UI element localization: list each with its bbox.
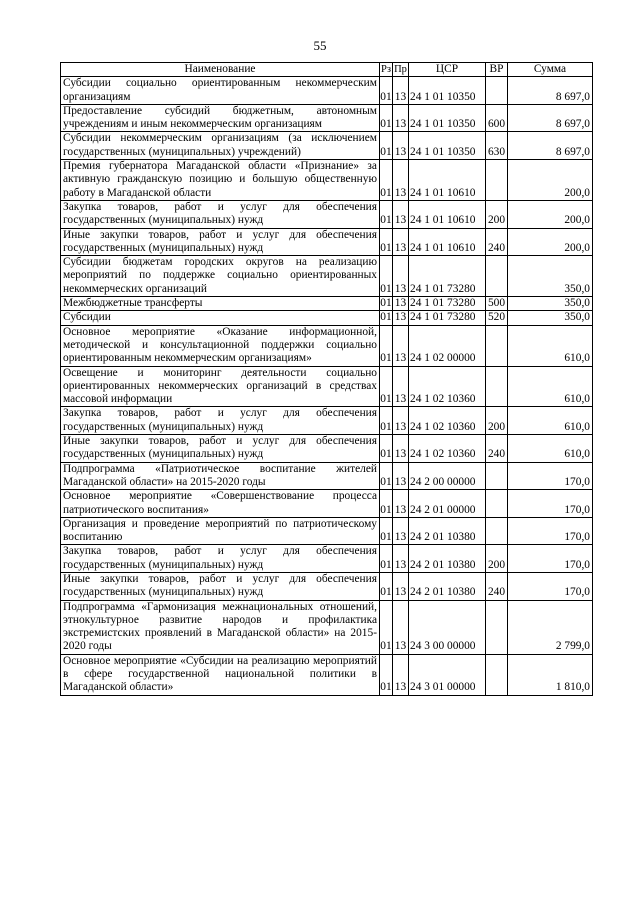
cell-rz: 01 (380, 77, 393, 105)
cell-rz: 01 (380, 366, 393, 407)
cell-sum: 610,0 (508, 325, 593, 366)
cell-name: Закупка товаров, работ и услуг для обеспечения государственных (муниципальных) нужд (61, 407, 380, 435)
table-row (61, 297, 593, 311)
cell-rz: 01 (380, 435, 393, 463)
cell-pr: 13 (393, 132, 409, 160)
cell-vr (486, 256, 508, 297)
cell-sum: 1 810,0 (508, 654, 593, 695)
cell-csr: 24 2 01 10380 (409, 572, 486, 600)
cell-csr: 24 1 01 73280 (409, 297, 486, 311)
cell-vr (486, 600, 508, 654)
budget-table (60, 62, 593, 696)
cell-name: Иные закупки товаров, работ и услуг для обеспечения государственных (муниципальных) нужд (61, 572, 380, 600)
cell-rz: 01 (380, 132, 393, 160)
cell-vr: 500 (486, 297, 508, 311)
cell-pr: 13 (393, 654, 409, 695)
table-row (61, 311, 593, 325)
cell-pr: 13 (393, 228, 409, 256)
cell-vr (486, 517, 508, 545)
cell-name: Основное мероприятие «Оказание информационной, методической и консультационной поддержки социально ориентированным некоммерческим организациям» (61, 325, 380, 366)
cell-sum: 350,0 (508, 311, 593, 325)
cell-vr: 630 (486, 132, 508, 160)
cell-csr: 24 2 01 10380 (409, 545, 486, 573)
header-name: Наименование (61, 63, 380, 77)
cell-rz: 01 (380, 200, 393, 228)
cell-name: Субсидии бюджетам городских округов на реализацию мероприятий по поддержке социально ориентированных некоммерческих организаций (61, 256, 380, 297)
cell-pr: 13 (393, 407, 409, 435)
cell-sum: 2 799,0 (508, 600, 593, 654)
cell-rz: 01 (380, 228, 393, 256)
cell-vr: 240 (486, 572, 508, 600)
table-row (61, 490, 593, 518)
cell-sum: 610,0 (508, 407, 593, 435)
cell-rz: 01 (380, 600, 393, 654)
table-row (61, 654, 593, 695)
cell-sum: 170,0 (508, 545, 593, 573)
cell-name: Закупка товаров, работ и услуг для обеспечения государственных (муниципальных) нужд (61, 545, 380, 573)
header-pr: Пр (394, 64, 407, 75)
cell-sum: 200,0 (508, 228, 593, 256)
cell-name: Основное мероприятие «Совершенствование процесса патриотического воспитания» (61, 490, 380, 518)
cell-pr: 13 (393, 311, 409, 325)
cell-csr: 24 1 02 10360 (409, 435, 486, 463)
cell-pr: 13 (393, 366, 409, 407)
table-header-row (61, 63, 593, 77)
cell-name: Подпрограмма «Патриотическое воспитание жителей Магаданской области» на 2015-2020 годы (61, 462, 380, 490)
cell-vr (486, 325, 508, 366)
cell-name: Предоставление субсидий бюджетным, автономным учреждениям и иным некоммерческим организациям (61, 104, 380, 132)
cell-csr: 24 2 00 00000 (409, 462, 486, 490)
cell-pr: 13 (393, 545, 409, 573)
cell-name: Подпрограмма «Гармонизация межнациональных отношений, этнокультурное развитие народов и профилактика экстремистских проявлений в Магаданской области» на 2015-2020 годы (61, 600, 380, 654)
cell-rz: 01 (380, 311, 392, 324)
cell-sum: 200,0 (508, 200, 593, 228)
table-row (61, 366, 593, 407)
cell-pr: 13 (393, 462, 409, 490)
header-rz: Рз (381, 64, 391, 75)
cell-pr: 13 (393, 297, 409, 311)
cell-csr: 24 2 01 00000 (409, 490, 486, 518)
cell-name: Премия губернатора Магаданской области «Признание» за активную гражданскую позицию и большую общественную работу в Магаданской области (61, 160, 380, 201)
cell-name: Иные закупки товаров, работ и услуг для обеспечения государственных (муниципальных) нужд (61, 228, 380, 256)
cell-csr: 24 1 02 00000 (409, 325, 486, 366)
cell-csr: 24 1 01 10350 (409, 104, 486, 132)
cell-vr (486, 490, 508, 518)
cell-csr: 24 1 01 10350 (409, 77, 486, 105)
cell-pr: 13 (393, 200, 409, 228)
cell-vr: 600 (486, 104, 508, 132)
cell-rz: 01 (380, 325, 393, 366)
cell-csr: 24 1 01 73280 (409, 256, 486, 297)
table-row (61, 104, 593, 132)
cell-csr: 24 2 01 10380 (409, 517, 486, 545)
table-row (61, 462, 593, 490)
cell-csr: 24 1 01 10350 (409, 132, 486, 160)
cell-csr: 24 1 01 10610 (409, 200, 486, 228)
cell-rz: 01 (380, 517, 393, 545)
cell-vr: 240 (486, 228, 508, 256)
cell-name: Иные закупки товаров, работ и услуг для обеспечения государственных (муниципальных) нужд (61, 435, 380, 463)
cell-rz: 01 (380, 572, 393, 600)
header-sum: Сумма (508, 63, 593, 77)
table-row (61, 256, 593, 297)
cell-sum: 610,0 (508, 435, 593, 463)
header-vr: ВР (486, 63, 508, 77)
cell-vr: 240 (486, 435, 508, 463)
cell-rz: 01 (380, 297, 392, 310)
cell-csr: 24 1 02 10360 (409, 407, 486, 435)
cell-csr: 24 3 00 00000 (409, 600, 486, 654)
cell-vr (486, 160, 508, 201)
cell-csr: 24 3 01 00000 (409, 654, 486, 695)
header-csr: ЦСР (409, 63, 486, 77)
cell-pr: 13 (393, 517, 409, 545)
cell-vr (486, 654, 508, 695)
cell-vr: 200 (486, 407, 508, 435)
table-row (61, 228, 593, 256)
table-row (61, 517, 593, 545)
cell-name: Субсидии социально ориентированным некоммерческим организациям (61, 77, 380, 105)
table-row (61, 160, 593, 201)
cell-rz: 01 (380, 160, 393, 201)
cell-rz: 01 (380, 545, 393, 573)
cell-name: Организация и проведение мероприятий по патриотическому воспитанию (61, 517, 380, 545)
cell-csr: 24 1 01 10610 (409, 160, 486, 201)
table-row (61, 600, 593, 654)
cell-sum: 170,0 (508, 572, 593, 600)
cell-name: Основное мероприятие «Субсидии на реализацию мероприятий в сфере государственной национальной политики в Магаданской области» (61, 654, 380, 695)
cell-csr: 24 1 01 10610 (409, 228, 486, 256)
cell-sum: 8 697,0 (508, 77, 593, 105)
cell-vr (486, 462, 508, 490)
table-row (61, 132, 593, 160)
cell-pr: 13 (393, 600, 409, 654)
cell-pr: 13 (393, 160, 409, 201)
cell-vr: 200 (486, 200, 508, 228)
cell-sum: 610,0 (508, 366, 593, 407)
cell-name: Межбюджетные трансферты (61, 297, 380, 311)
table-row (61, 325, 593, 366)
cell-vr: 520 (486, 311, 508, 325)
cell-name: Субсидии некоммерческим организациям (за исключением государственных (муниципальных) учреждений) (61, 132, 380, 160)
table-row (61, 77, 593, 105)
cell-pr: 13 (393, 490, 409, 518)
cell-name: Закупка товаров, работ и услуг для обеспечения государственных (муниципальных) нужд (61, 200, 380, 228)
cell-rz: 01 (380, 654, 393, 695)
table-row (61, 572, 593, 600)
table-row (61, 545, 593, 573)
cell-pr: 13 (393, 256, 409, 297)
cell-sum: 170,0 (508, 490, 593, 518)
cell-csr: 24 1 02 10360 (409, 366, 486, 407)
cell-vr: 200 (486, 545, 508, 573)
cell-sum: 8 697,0 (508, 104, 593, 132)
table-row (61, 407, 593, 435)
cell-name: Освещение и мониторинг деятельности социально ориентированных некоммерческих организаций в средствах массовой информации (61, 366, 380, 407)
cell-sum: 8 697,0 (508, 132, 593, 160)
cell-sum: 170,0 (508, 517, 593, 545)
cell-sum: 350,0 (508, 297, 593, 311)
table-row (61, 435, 593, 463)
cell-rz: 01 (380, 490, 393, 518)
cell-vr (486, 366, 508, 407)
cell-pr: 13 (393, 104, 409, 132)
cell-pr: 13 (393, 435, 409, 463)
cell-csr: 24 1 01 73280 (409, 311, 486, 325)
cell-sum: 200,0 (508, 160, 593, 201)
cell-name: Субсидии (61, 311, 380, 325)
cell-rz: 01 (380, 256, 393, 297)
table-row (61, 200, 593, 228)
cell-rz: 01 (380, 104, 393, 132)
cell-vr (486, 77, 508, 105)
cell-pr: 13 (393, 572, 409, 600)
cell-rz: 01 (380, 462, 393, 490)
cell-pr: 13 (393, 325, 409, 366)
page-number: 55 (313, 38, 327, 53)
cell-sum: 350,0 (508, 256, 593, 297)
cell-pr: 13 (393, 77, 409, 105)
cell-rz: 01 (380, 407, 393, 435)
cell-sum: 170,0 (508, 462, 593, 490)
